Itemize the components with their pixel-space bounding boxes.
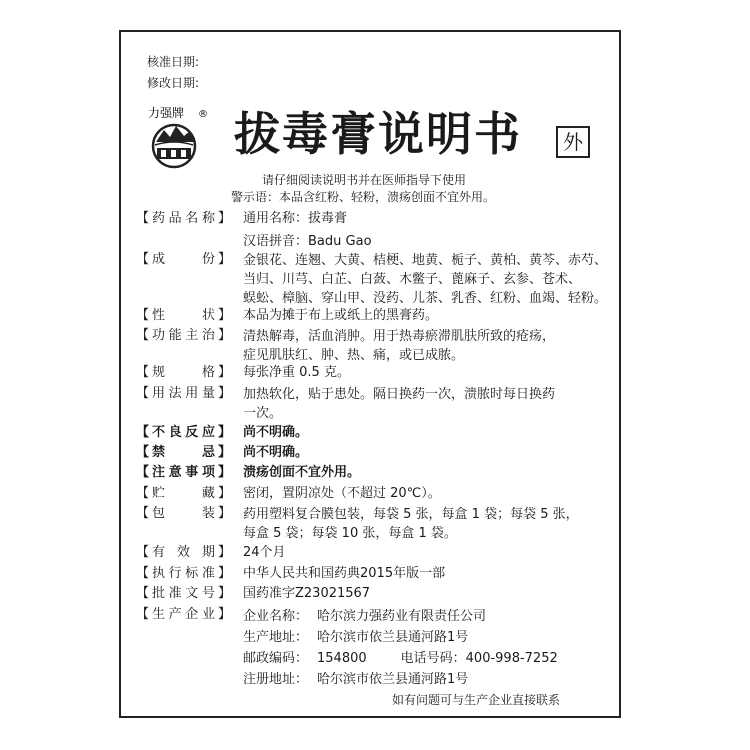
postcode-phone-row: 邮政编码： 154800 电话号码： 400-998-7252: [243, 651, 558, 666]
approval-label: 【 批 准 文 号 】: [136, 586, 231, 601]
usage-value: 加热软化，贴于患处。隔日换药一次，溃脓时每日换药 一次。: [243, 387, 556, 421]
company-row: 企业名称： 哈尔滨力强药业有限责任公司: [243, 609, 487, 624]
pinyin-label: 汉语拼音：: [243, 234, 309, 249]
ingredients-label: 【 成 份 】: [136, 252, 231, 267]
brand-name: 力强牌: [148, 106, 185, 120]
generic-name: 通用名称：拔毒膏: [243, 211, 348, 226]
contraindications-label: 【 禁 忌 】: [136, 445, 231, 460]
address-row: 生产地址： 哈尔滨市依兰县通河路1号: [243, 630, 469, 645]
adverse-reactions-value: 尚不明确。: [243, 425, 309, 440]
package-label: 【 包 装 】: [136, 506, 231, 521]
external-use-badge: 外: [556, 126, 590, 158]
storage-label: 【 贮 藏 】: [136, 486, 231, 501]
description-value: 本品为摊于布上或纸上的黑膏药。: [243, 308, 439, 323]
approval-date-label: 核准日期:: [147, 55, 200, 69]
page-title: 拔毒膏说明书: [234, 107, 522, 161]
pinyin-value: Badu Gao: [308, 234, 372, 249]
drug-name-value: [243, 210, 613, 251]
package-value: 药用塑料复合膜包装，每袋 5 张，每盒 1 袋；每袋 5 张， 每盒 5 袋；每袋 10 张，每盒 1 袋。: [243, 507, 579, 541]
precautions-value: 溃疡创面不宜外用。: [243, 465, 361, 480]
pinyin-row: [243, 233, 613, 251]
indications-label: 【 功 能 主 治 】: [136, 328, 231, 343]
brand-logo: [146, 104, 216, 170]
storage-value: 密闭，置阴凉处（不超过 20℃）。: [243, 486, 441, 501]
drug-name-label: 【 药 品 名 称 】: [136, 211, 231, 226]
date-block: [147, 52, 199, 94]
contraindications-value: 尚不明确。: [243, 445, 309, 460]
validity-label: 【 有 效 期 】: [136, 545, 231, 560]
instruction-note: 请仔细阅读说明书并在医师指导下使用: [262, 173, 467, 187]
description-label: 【 性 状 】: [136, 308, 231, 323]
registered-address-row: 注册地址： 哈尔滨市依兰县通河路1号: [243, 672, 469, 687]
adverse-reactions-label: 【 不 良 反 应 】: [136, 425, 231, 440]
precautions-label: 【 注 意 事 项 】: [136, 465, 231, 480]
manufacturer-label: 【 生 产 企 业 】: [136, 607, 231, 622]
validity-value: 24个月: [243, 545, 286, 560]
indications-value: 清热解毒，活血消肿。用于热毒瘀滞肌肤所致的疮疡， 症见肌肤红、肿、热、痛，或已成脓。: [243, 329, 556, 363]
specification-value: 每张净重 0.5 克。: [243, 365, 350, 380]
revision-date-label: 修改日期:: [147, 76, 200, 90]
standard-label: 【 执 行 标 准 】: [136, 566, 231, 581]
standard-value: 中华人民共和国药典2015年版一部: [243, 566, 446, 581]
approval-value: 国药准字Z23021567: [243, 586, 371, 601]
registered-mark: ®: [198, 109, 208, 120]
specification-label: 【 规 格 】: [136, 365, 231, 380]
manufacturer-value: [243, 606, 613, 690]
warning-text: 警示语：本品含红粉、轻粉，溃疡创面不宜外用。: [231, 190, 496, 204]
contact-note: 如有问题可与生产企业直接联系: [392, 693, 561, 707]
usage-label: 【 用 法 用 量 】: [136, 386, 231, 401]
ingredients-value: 金银花、连翘、大黄、桔梗、地黄、栀子、黄柏、黄芩、赤芍、 当归、川芎、白芷、白蔹、木鳖子、蓖麻子、玄参、苍术、 蜈蚣、樟脑、穿山甲、没药、儿茶、乳香、红粉、血竭、轻粉。: [243, 253, 608, 306]
